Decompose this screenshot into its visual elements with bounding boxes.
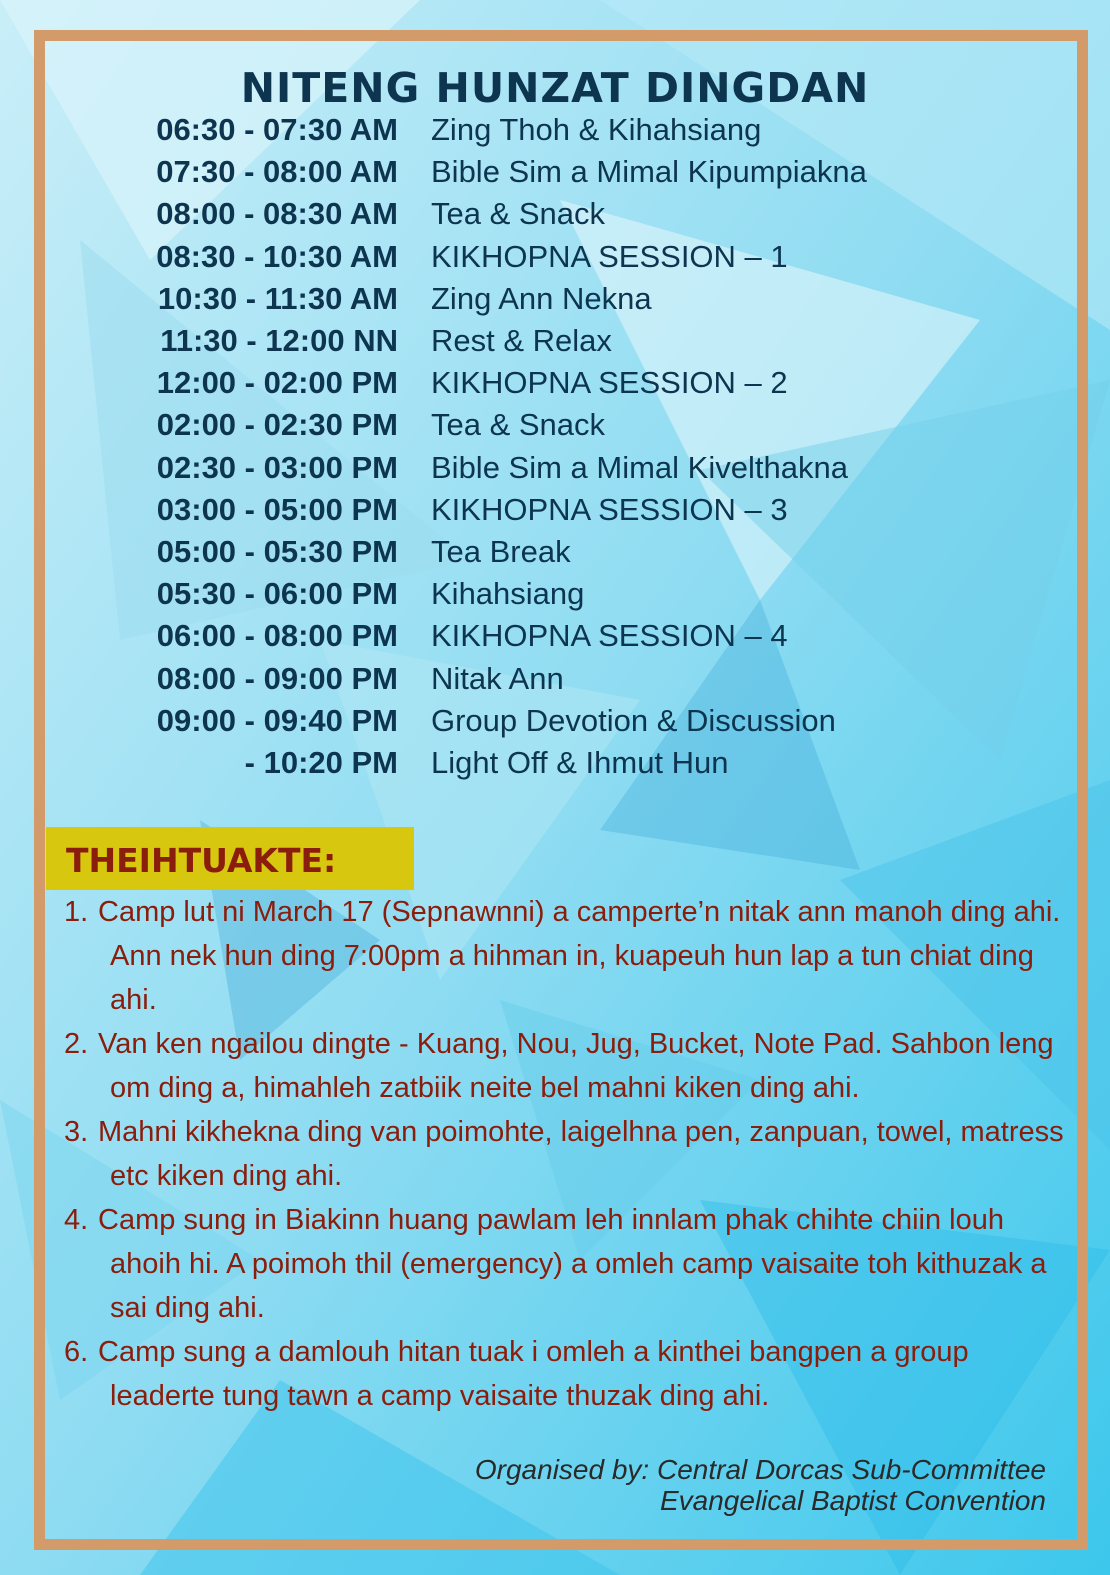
note-item (64, 1110, 1064, 1198)
organiser-credit (475, 1454, 1046, 1516)
schedule-row (0, 194, 1110, 236)
schedule-row (0, 448, 1110, 490)
schedule-time: 12:00 - 02:00 PM (156, 365, 398, 401)
schedule-row (0, 701, 1110, 743)
schedule-time: 06:30 - 07:30 AM (156, 112, 398, 147)
schedule-event: KIKHOPNA SESSION – 1 (431, 238, 788, 274)
note-item (64, 890, 1064, 1022)
schedule-event: KIKHOPNA SESSION – 4 (431, 618, 788, 654)
schedule-time: 06:00 - 08:00 PM (156, 618, 398, 654)
note-number: 3. (64, 1116, 89, 1148)
schedule-time: 02:00 - 02:30 PM (156, 407, 398, 443)
schedule-event: Kihahsiang (431, 576, 585, 612)
notes-heading: THEIHTUAKTE: (46, 827, 414, 890)
schedule-time: 03:00 - 05:00 PM (156, 491, 398, 527)
schedule-row (0, 743, 1110, 785)
note-item (64, 1330, 1064, 1418)
schedule-event: Nitak Ann (431, 660, 564, 696)
schedule-row (0, 574, 1110, 616)
note-number: 6. (64, 1336, 89, 1368)
schedule-time: 08:00 - 08:30 AM (156, 196, 398, 232)
note-number: 1. (64, 896, 89, 928)
schedule-event: Light Off & Ihmut Hun (431, 745, 729, 780)
schedule-row (0, 405, 1110, 447)
schedule-row (0, 110, 1110, 152)
note-text: Van ken ngailou dingte - Kuang, Nou, Jug, Bucket, Note Pad. Sahbon leng om ding a, himahleh zatbiik neite bel mahni kiken ding ahi. (98, 1028, 1054, 1104)
organiser-line-2: Evangelical Baptist Convention (659, 1485, 1046, 1516)
schedule-row (0, 490, 1110, 532)
schedule-time: 05:30 - 06:00 PM (156, 576, 398, 612)
note-number: 2. (64, 1028, 89, 1060)
schedule-time: 10:30 - 11:30 AM (157, 280, 398, 316)
schedule-time: 07:30 - 08:00 AM (156, 154, 398, 190)
schedule-event: Zing Ann Nekna (431, 280, 652, 316)
schedule-row (0, 616, 1110, 658)
note-item (64, 1198, 1064, 1330)
schedule-row (0, 363, 1110, 405)
schedule-time: 05:00 - 05:30 PM (156, 534, 398, 569)
schedule-time: - 10:20 PM (244, 745, 398, 780)
schedule-row (0, 237, 1110, 279)
schedule-event: Bible Sim a Mimal Kivelthakna (431, 449, 848, 485)
organiser-line-1: Organised by: Central Dorcas Sub-Committee (474, 1454, 1046, 1485)
schedule-event: Rest & Relax (431, 323, 612, 358)
schedule-time: 11:30 - 12:00 NN (160, 323, 398, 358)
note-text: Camp lut ni March 17 (Sepnawnni) a camperte’n nitak ann manoh ding ahi. Ann nek hun ding 7:00pm a hihman in, kuapeuh hun lap a tun chiat ding ahi. (98, 896, 1061, 1016)
notes-list (64, 890, 1064, 1418)
note-number: 4. (64, 1204, 89, 1236)
schedule-event: Tea & Snack (431, 407, 606, 443)
schedule-event: Bible Sim a Mimal Kipumpiakna (431, 154, 867, 190)
schedule-event: Zing Thoh & Kihahsiang (431, 112, 762, 147)
note-text: Mahni kikhekna ding van poimohte, laigelhna pen, zanpuan, towel, matress etc kiken ding ahi. (98, 1116, 1064, 1192)
schedule-event: Tea Break (431, 534, 571, 569)
schedule-row (0, 532, 1110, 574)
schedule-event: Tea & Snack (431, 196, 606, 232)
schedule-event: KIKHOPNA SESSION – 3 (431, 491, 788, 527)
note-text: Camp sung in Biakinn huang pawlam leh innlam phak chihte chiin louh ahoih hi. A poimoh thil (emergency) a omleh camp vaisaite toh kithuzak a sai ding ahi. (98, 1204, 1047, 1324)
schedule-row (0, 659, 1110, 701)
page-title: NITENG HUNZAT DINGDAN (240, 64, 870, 112)
schedule-row (0, 321, 1110, 363)
schedule-time: 02:30 - 03:00 PM (156, 449, 398, 485)
schedule-time: 08:30 - 10:30 AM (156, 238, 398, 274)
schedule-time: 09:00 - 09:40 PM (156, 702, 398, 738)
schedule-event: KIKHOPNA SESSION – 2 (431, 365, 788, 401)
schedule-event: Group Devotion & Discussion (431, 702, 836, 738)
note-item (64, 1022, 1064, 1110)
note-text: Camp sung a damlouh hitan tuak i omleh a kinthei bangpen a group leaderte tung tawn a camp vaisaite thuzak ding ahi. (98, 1336, 969, 1412)
schedule-time: 08:00 - 09:00 PM (156, 660, 398, 696)
schedule-row (0, 279, 1110, 321)
schedule-row (0, 152, 1110, 194)
